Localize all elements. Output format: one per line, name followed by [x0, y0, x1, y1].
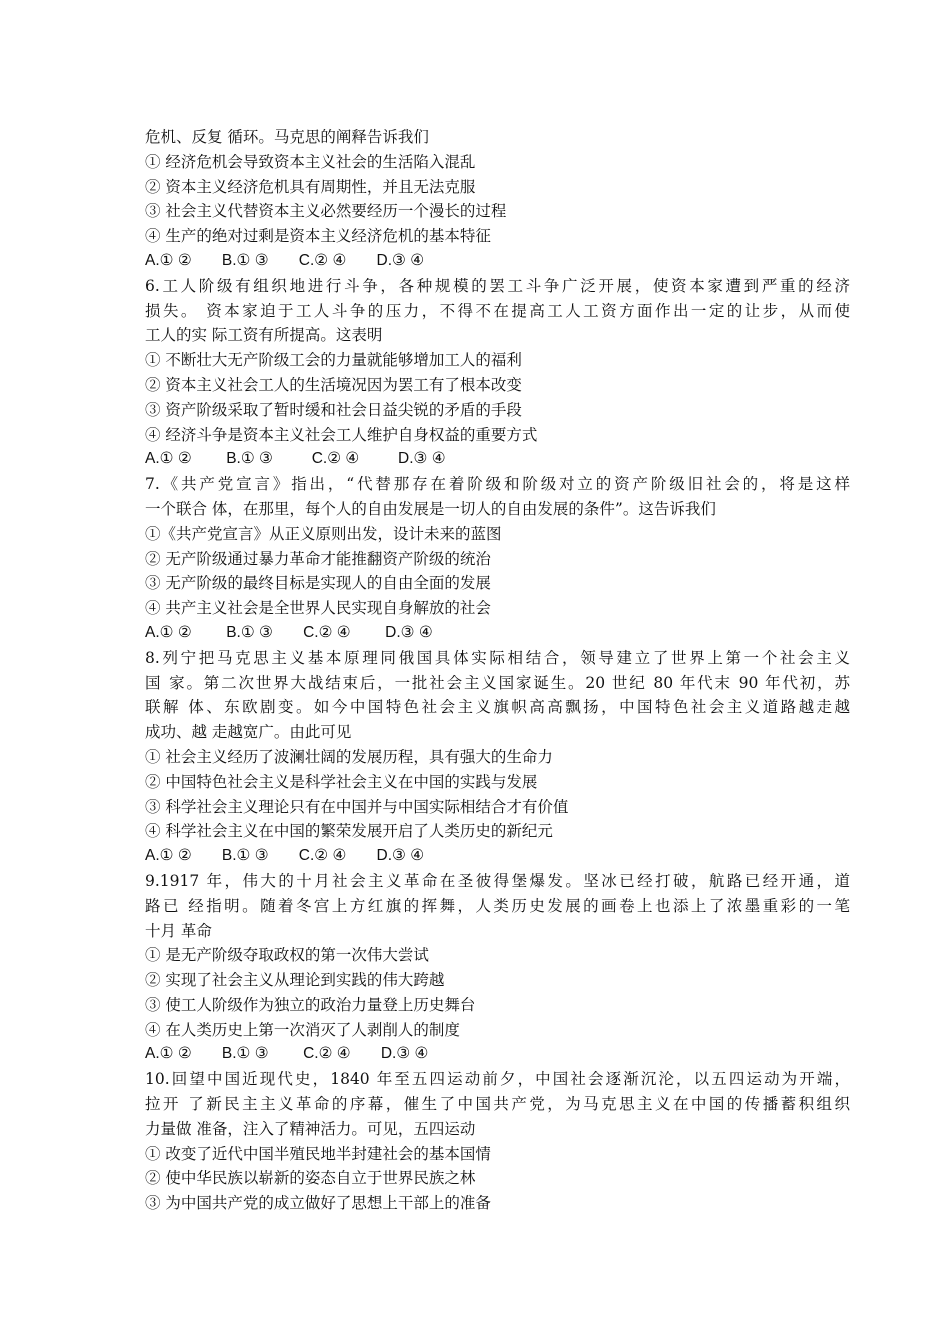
text-line: ② 无产阶级通过暴力革命才能推翻资产阶级的统治	[145, 549, 491, 568]
text-line: ①《共产党宣言》从正义原则出发，设计未来的蓝图	[145, 524, 502, 543]
text-line: ① 不断壮大无产阶级工会的力量就能够增加工人的福利	[145, 351, 522, 370]
text-line: 工人的实 际工资有所提高。这表明	[145, 326, 383, 345]
answer-options-line: A.① ② B.① ③ C.② ④ D.③ ④	[145, 450, 446, 468]
text-line: ③ 社会主义代替资本主义必然要经历一个漫长的过程	[145, 202, 507, 221]
text-line: ③ 为中国共产党的成立做好了思想上干部上的准备	[145, 1194, 491, 1213]
text-line: ① 经济危机会导致资本主义社会的生活陷入混乱	[145, 152, 476, 171]
text-line: ③ 科学社会主义理论只有在中国并与中国实际相结合才有价值	[145, 797, 569, 816]
text-line: ④ 在人类历史上第一次消灭了人剥削人的制度	[145, 1020, 460, 1039]
answer-options-line: A.① ② B.① ③ C.② ④ D.③ ④	[145, 623, 433, 641]
text-line: 国 家。第二次世界大战结束后，一批社会主义国家诞生。20 世纪 80 年代末 90 年代初，苏	[145, 673, 850, 692]
text-line: ④ 经济斗争是资本主义社会工人维护自身权益的重要方式	[145, 425, 538, 444]
text-line: 损失。 资本家迫于工人斗争的压力，不得不在提高工人工资方面作出一定的让步，从而使	[145, 301, 850, 320]
text-line: 6.工人阶级有组织地进行斗争，各种规模的罢工斗争广泛开展，使资本家遭到严重的经济	[145, 276, 850, 295]
answer-options-line: A.① ② B.① ③ C.② ④ D.③ ④	[145, 847, 425, 865]
answer-options-line: A.① ② B.① ③ C.② ④ D.③ ④	[145, 251, 425, 269]
text-line: ④ 生产的绝对过剩是资本主义经济危机的基本特征	[145, 227, 491, 246]
text-line: 8.列宁把马克思主义基本原理同俄国具体实际相结合，领导建立了世界上第一个社会主义	[145, 648, 850, 667]
text-line: ③ 资产阶级采取了暂时缓和社会日益尖锐的矛盾的手段	[145, 400, 522, 419]
text-line: 危机、反复 循环。马克思的阐释告诉我们	[145, 128, 429, 146]
text-line: ③ 无产阶级的最终目标是实现人的自由全面的发展	[145, 574, 491, 593]
text-line: ① 是无产阶级夺取政权的第一次伟大尝试	[145, 946, 429, 965]
text-line: 成功、越 走越宽广。由此可见	[145, 723, 352, 742]
text-line: ① 社会主义经历了波澜壮阔的发展历程，具有强大的生命力	[145, 747, 553, 766]
text-line: ③ 使工人阶级作为独立的政治力量登上历史舞台	[145, 995, 476, 1014]
text-line: 10.回望中国近现代史，1840 年至五四运动前夕，中国社会逐渐沉沦，以五四运动为开端，	[145, 1070, 850, 1089]
text-line: ① 改变了近代中国半殖民地半封建社会的基本国情	[145, 1144, 491, 1163]
text-line: 一个联合 体，在那里，每个人的自由发展是一切人的自由发展的条件”。这告诉我们	[145, 499, 716, 518]
text-line: ② 使中华民族以崭新的姿态自立于世界民族之林	[145, 1169, 476, 1188]
text-line: 联解 体、东欧剧变。如今中国特色社会主义旗帜高高飘扬，中国特色社会主义道路越走越	[145, 698, 850, 717]
text-line: ② 资本主义经济危机具有周期性，并且无法克服	[145, 177, 476, 196]
text-line: ② 中国特色社会主义是科学社会主义在中国的实践与发展	[145, 772, 538, 791]
text-line: 十月 革命	[145, 921, 212, 940]
answer-options-line: A.① ② B.① ③ C.② ④ D.③ ④	[145, 1045, 429, 1063]
text-line: 7.《共产党宣言》指出，“代替那存在着阶级和阶级对立的资产阶级旧社会的，将是这样	[145, 475, 850, 494]
text-line: 力量做 准备，注入了精神活力。可见，五四运动	[145, 1119, 476, 1138]
text-line: 9.1917 年，伟大的十月社会主义革命在圣彼得堡爆发。坚冰已经打破，航路已经开通，道	[145, 871, 850, 890]
text-line: ④ 科学社会主义在中国的繁荣发展开启了人类历史的新纪元	[145, 822, 553, 841]
text-line: ④ 共产主义社会是全世界人民实现自身解放的社会	[145, 599, 491, 618]
text-line: ② 实现了社会主义从理论到实践的伟大跨越	[145, 971, 445, 990]
text-line: 拉开 了新民主主义革命的序幕，催生了中国共产党，为马克思主义在中国的传播蓄积组织	[145, 1095, 850, 1114]
text-line: 路已 经指明。随着冬宫上方红旗的挥舞，人类历史发展的画卷上也添上了浓墨重彩的一笔	[145, 896, 850, 915]
text-line: ② 资本主义社会工人的生活境况因为罢工有了根本改变	[145, 375, 522, 394]
